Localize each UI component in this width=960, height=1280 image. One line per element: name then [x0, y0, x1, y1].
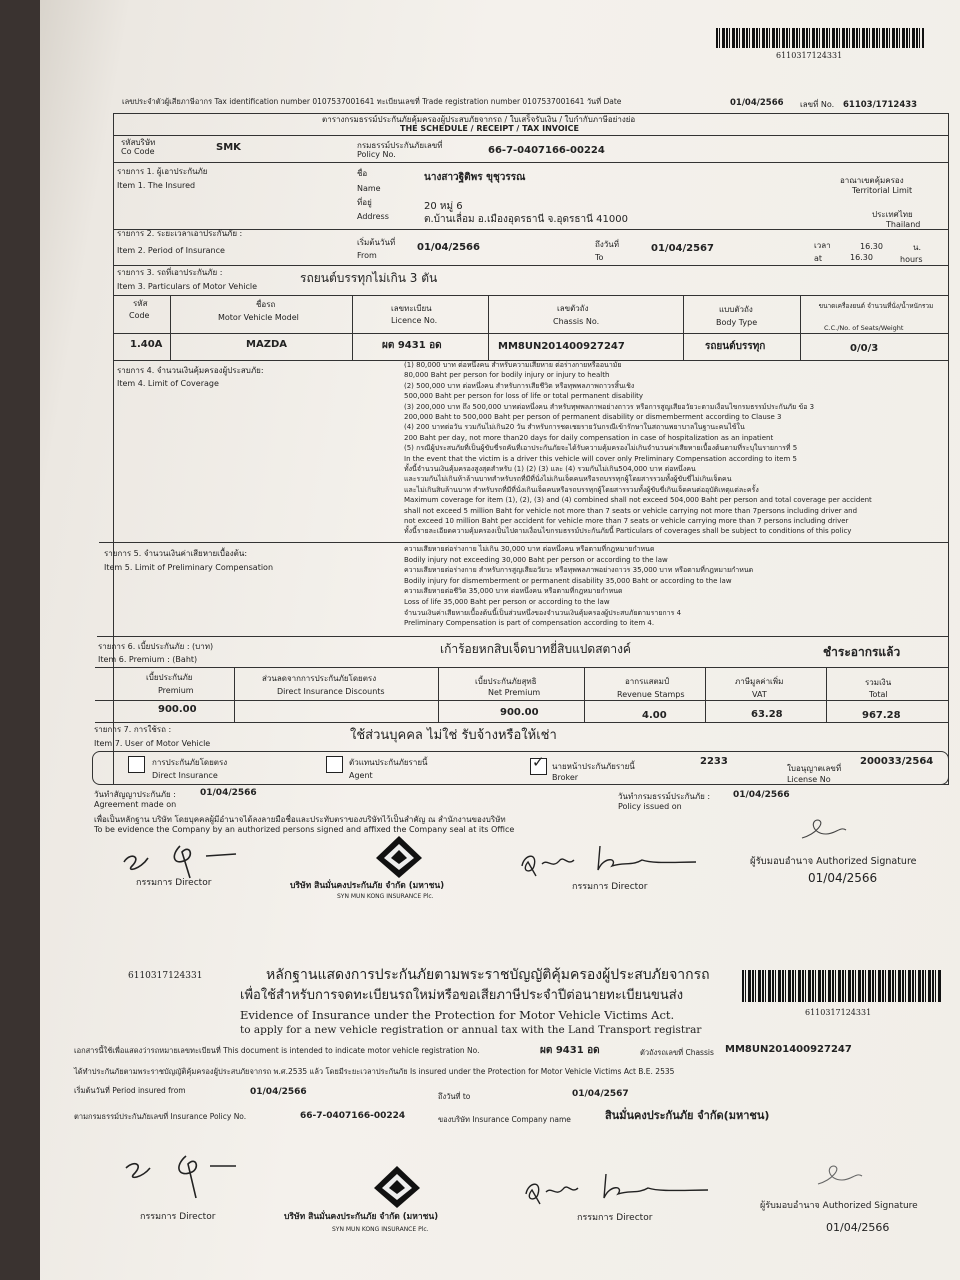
evidence-policy-label: ตามกรมธรรม์ประกันภัยเลขที่ Insurance Policy No.	[74, 1112, 247, 1121]
policy-no-label-en: Policy No.	[357, 150, 396, 159]
director-signature-2	[514, 836, 704, 886]
agreement-made-label-th: วันทำสัญญาประกันภัย :	[94, 790, 176, 799]
license-label-en: License No	[787, 775, 831, 784]
premium-header-vat-th: ภาษีมูลค่าเพิ่ม	[735, 677, 784, 686]
evidence-barcode-number: 6110317124331	[805, 1008, 872, 1017]
preliminary-line: ความเสียหายต่อร่างกาย สำหรับการสูญเสียอวัยวะ หรือทุพพลภาพอย่างถาวร 35,000 บาท หรือตามที่กฎหมายกำหนด	[404, 566, 754, 575]
agreement-made-value: 01/04/2566	[200, 788, 257, 798]
coverage-lines	[404, 362, 944, 542]
vehicle-header-licence-th: เลขทะเบียน	[391, 304, 432, 313]
coverage-line: 200 Baht per day, not more than20 days for daily compensation in case of hospitalization as an inpatient	[404, 433, 774, 442]
vehicle-header-code-en: Code	[129, 311, 150, 320]
authorized-signature-2	[812, 1156, 882, 1196]
vehicle-licence: ผต 9431 อด	[382, 340, 442, 351]
policy-no-value: 66-7-0407166-00224	[488, 145, 605, 156]
coverage-item-th: รายการ 4. จำนวนเงินคุ้มครองผู้ประสบภัย:	[117, 366, 264, 375]
vehicle-header-body-en: Body Type	[716, 318, 758, 327]
authorized-date-2: 01/04/2566	[826, 1221, 890, 1234]
premium-header-stamps-en: Revenue Stamps	[617, 690, 685, 699]
evidence-period-from: 01/04/2566	[250, 1087, 307, 1097]
coverage-line: (3) 200,000 บาท ถึง 500,000 บาทต่อหนึ่งคน สำหรับทุพพลภาพอย่างถาวร หรือการสูญเสียอวัยวะตามเงื่อนไขกรมธรรม์ประกันภัย ข้อ 3	[404, 402, 815, 411]
period-from-label-th: เริ่มต้นวันที่	[357, 238, 396, 247]
company-name-en-2: SYN MUN KONG INSURANCE Plc.	[332, 1226, 429, 1233]
evidence-policy: 66-7-0407166-00224	[300, 1111, 406, 1121]
preliminary-line: ความเสียหายต่อร่างกาย ไม่เกิน 30,000 บาท ต่อหนึ่งคน หรือตามที่กฎหมายกำหนด	[404, 545, 655, 553]
vehicle-header-model-en: Motor Vehicle Model	[218, 313, 299, 322]
total-value: 967.28	[862, 710, 901, 721]
vehicle-model: MAZDA	[246, 339, 287, 350]
coverage-line: not exceed 10 million Baht per accident for vehicle more than 7 seats or vehicle carrying more than 7 persons including driver	[404, 517, 849, 525]
agreement-made-label-en: Agreement made on	[94, 800, 177, 809]
director-signature-3	[114, 1148, 254, 1208]
company-name-th: บริษัท สินมั่นคงประกันภัย จำกัด (มหาชน)	[290, 881, 445, 891]
policy-issued-value: 01/04/2566	[733, 790, 790, 800]
preliminary-line: Loss of life 35,000 Baht per person or according to the law	[404, 598, 610, 606]
direct-insurance-checkbox[interactable]	[128, 756, 145, 773]
vehicle-header-licence-en: Licence No.	[391, 316, 438, 325]
coverage-line: Maximum coverage for item (1), (2), (3) and (4) combined shall not exceed 504,000 Baht per person and total coverage per accident	[404, 496, 872, 505]
header-no-value: 61103/1712433	[843, 100, 918, 110]
period-time-label-th: เวลา	[814, 241, 831, 250]
license-value: 200033/2564	[860, 756, 934, 767]
coverage-line: (2) 500,000 บาท ต่อหนึ่งคน สำหรับการเสียชีวิต หรือทุพพลภาพถาวรสิ้นเชิง	[404, 381, 635, 390]
coverage-line: (1) 80,000 บาท ต่อหนึ่งคน สำหรับความเสียหาย ต่อร่างกายหรืออนามัย	[404, 361, 622, 369]
net-premium-value: 900.00	[500, 707, 539, 718]
direct-insurance-label-th: การประกันภัยโดยตรง	[152, 758, 228, 767]
coverage-line: และไม่เกินสิบล้านบาท สำหรับรถที่มีที่นั่งเกินเจ็ดคนหรือรถบรรทุกผู้โดยสารรวมทั้งผู้ขับขี่เกินเจ็ดคนต่ออุบัติเหตุแต่ละครั้ง	[404, 485, 759, 494]
period-to-label-en: To	[595, 253, 604, 262]
coverage-line: ทั้งนี้รายละเอียดความคุ้มครองเป็นไปตามเงื่อนไขกรมธรรม์ประกันภัยนี้ Particulars of coverages shall be subject to conditions of this policy	[404, 527, 852, 536]
vehicle-type-value: รถยนต์บรรทุกไม่เกิน 3 ตัน	[300, 271, 438, 285]
company-logo	[374, 834, 424, 880]
premium-header-discount-en: Direct Insurance Discounts	[277, 687, 385, 696]
evidence-ref: 6110317124331	[128, 971, 203, 981]
evidence-company-label: ของบริษัท Insurance Company name	[438, 1115, 571, 1124]
vehicle-chassis: MM8UN201400927247	[498, 341, 625, 352]
director-signature-4	[518, 1168, 718, 1212]
preliminary-lines	[404, 546, 944, 636]
insured-addr-label-en: Address	[357, 212, 389, 221]
vehicle-code: 1.40A	[130, 339, 163, 350]
territory-label-th: อาณาเขตคุ้มครอง	[840, 176, 904, 185]
agent-label-th: ตัวแทนประกันภัยรายนี้	[349, 758, 428, 767]
coverage-line: (5) กรณีผู้ประสบภัยที่เป็นผู้ขับขี่รถคันที่เอาประกันภัยจะได้รับความคุ้มครองไม่เกินจำนวนค่าเสียหายเบื้องต้นตามที่ระบุในรายการที่ 5	[404, 444, 798, 453]
authorized-date-1: 01/04/2566	[808, 871, 878, 885]
stamp-paid-note: ชำระอากรแล้ว	[823, 645, 901, 659]
territory-value-th: ประเทศไทย	[872, 210, 913, 219]
period-to-value: 01/04/2567	[651, 243, 714, 254]
evidence-period-to-label: ถึงวันที่ to	[438, 1092, 471, 1101]
broker-label-th: นายหน้าประกันภัยรายนี้	[552, 762, 635, 771]
policy-issued-label-en: Policy issued on	[618, 802, 682, 811]
preliminary-item-th: รายการ 5. จำนวนเงินค่าเสียหายเบื้องต้น:	[104, 549, 248, 558]
broker-check-mark: ✓	[532, 753, 545, 771]
preliminary-line: Bodily injury not exceeding 30,000 Baht per person or according to the law	[404, 555, 668, 564]
policy-issued-label-th: วันทำกรมธรรม์ประกันภัย :	[618, 792, 711, 801]
authorized-signature-1	[796, 808, 866, 848]
evidence-line1-label: เอกสารนี้ใช้เพื่อแสดงว่ารถหมายเลขทะเบียนที่ This document is intended to indicate motor vehicle registration No.	[74, 1046, 480, 1055]
vehicle-header-chassis-th: เลขตัวถัง	[557, 304, 589, 313]
use-item-en: Item 7. User of Motor Vehicle	[94, 739, 211, 748]
coverage-line: 80,000 Baht per person for bodily injury or injury to health	[404, 371, 610, 380]
evidence-title-th-2: เพื่อใช้สำหรับการจดทะเบียนรถใหม่หรือขอเสียภาษีประจำปีต่อนายทะเบียนขนส่ง	[240, 988, 684, 1003]
evidence-title-th-1: หลักฐานแสดงการประกันภัยตามพระราชบัญญัติคุ้มครองผู้ประสบภัยจากรถ	[266, 967, 710, 983]
company-name-en: SYN MUN KONG INSURANCE Plc.	[337, 893, 434, 900]
coverage-line: In the event that the victim is a driver this vehicle will cover only Preliminary Compensation according to item 5	[404, 454, 797, 463]
insured-name-label-en: Name	[357, 184, 381, 193]
header-no-label: เลขที่ No.	[800, 100, 835, 109]
coverage-line: shall not exceed 5 million Baht for vehicle not more than 7 seats or vehicle carrying not more than 7persons including driver and	[404, 506, 858, 515]
coverage-line: 500,000 Baht per person for loss of life or total permanent disability	[404, 392, 644, 401]
co-code-label-th: รหัสบริษัท	[121, 138, 156, 147]
insured-addr-line1: 20 หมู่ 6	[424, 201, 463, 212]
evidence-chassis: MM8UN201400927247	[725, 1044, 852, 1055]
period-time2: 16.30	[850, 253, 873, 262]
top-barcode	[716, 28, 924, 48]
premium-header-total-th: รวมเงิน	[865, 678, 892, 687]
insured-name-value: นางสาวฐิติพร ขุชุวรรณ	[424, 172, 526, 183]
premium-header-stamps-th: อากรแสตมป์	[625, 677, 670, 686]
insured-item-th: รายการ 1. ผู้เอาประกันภัย	[117, 167, 208, 176]
vehicle-header-chassis-en: Chassis No.	[553, 317, 600, 326]
authorized-label-2: ผู้รับมอบอำนาจ Authorized Signature	[760, 1201, 918, 1211]
insured-item-en: Item 1. The Insured	[117, 181, 196, 190]
premium-in-words: เก้าร้อยหกสิบเจ็ดบาทยี่สิบแปดสตางค์	[440, 642, 631, 656]
coverage-line: ทั้งนี้จำนวนเงินคุ้มครองสูงสุดสำหรับ (1) (2) (3) และ (4) รวมกันไม่เกิน504,000 บาท ต่อหนึ่งคน	[404, 465, 696, 473]
evidence-title-en-2: to apply for a new vehicle registration or annual tax with the Land Transport registrar	[240, 1024, 702, 1036]
premium-header-premium-en: Premium	[158, 686, 194, 695]
broker-label-en: Broker	[552, 773, 579, 782]
agent-checkbox[interactable]	[326, 756, 343, 773]
revenue-stamps-value: 4.00	[642, 710, 667, 721]
vat-value: 63.28	[751, 709, 783, 720]
premium-header-discount-th: ส่วนลดจากการประกันภัยโดยตรง	[262, 674, 377, 683]
premium-item-th: รายการ 6. เบี้ยประกันภัย : (บาท)	[98, 642, 214, 651]
co-code-label-en: Co Code	[121, 147, 155, 156]
use-value: ใช้ส่วนบุคคล ไม่ใช่ รับจ้างหรือให้เช่า	[350, 728, 557, 743]
premium-header-net-th: เบี้ยประกันภัยสุทธิ	[475, 677, 537, 686]
vehicle-header-model-th: ชื่อรถ	[256, 300, 276, 309]
evidence-period-label: เริ่มต้นวันที่ Period insured from	[74, 1086, 186, 1095]
evidence-period-to: 01/04/2567	[572, 1089, 629, 1099]
use-item-th: รายการ 7. การใช้รถ :	[94, 725, 172, 734]
evidence-title-en-1: Evidence of Insurance under the Protection for Motor Vehicle Victims Act.	[240, 1008, 675, 1022]
insured-addr-label-th: ที่อยู่	[357, 198, 372, 207]
vehicle-item-en: Item 3. Particulars of Motor Vehicle	[117, 282, 258, 291]
period-item-en: Item 2. Period of Insurance	[117, 246, 225, 255]
period-unit-en: hours	[900, 255, 923, 264]
coverage-line: (4) 200 บาทต่อวัน รวมกันไม่เกิน20 วัน สำหรับการชดเชยรายวันกรณีเข้ารักษาในสถานพยาบาลในฐานะคนไข้ใน	[404, 423, 745, 432]
vehicle-header-body-th: แบบตัวถัง	[719, 305, 753, 314]
schedule-title-th: ตารางกรมธรรม์ประกันภัยคุ้มครองผู้ประสบภัยจากรถ / ใบเสร็จรับเงิน / ใบกำกับภาษีอย่างย่อ	[322, 115, 636, 124]
header-date: 01/04/2566	[730, 98, 784, 108]
director-label-2: กรรมการ Director	[572, 882, 648, 892]
premium-header-vat-en: VAT	[752, 690, 767, 699]
period-time-label-en: at	[814, 254, 823, 263]
schedule-title-en: THE SCHEDULE / RECEIPT / TAX INVOICE	[400, 124, 579, 133]
premium-item-en: Item 6. Premium : (Baht)	[98, 655, 198, 664]
vehicle-header-cc-en: C.C./No. of Seats/Weight	[824, 324, 904, 332]
preliminary-line: Preliminary Compensation is part of compensation according to item 4.	[404, 619, 655, 628]
premium-header-premium-th: เบี้ยประกันภัย	[146, 673, 193, 682]
director-signature-1	[110, 832, 250, 882]
company-name-th-2: บริษัท สินมั่นคงประกันภัย จำกัด (มหาชน)	[284, 1212, 439, 1222]
preliminary-line: Bodily injury for dismemberment or permanent disability 35,000 Baht or according to the law	[404, 576, 732, 585]
direct-insurance-label-en: Direct Insurance	[152, 771, 218, 780]
director-label-1: กรรมการ Director	[136, 878, 212, 888]
company-logo-2	[372, 1164, 422, 1210]
period-to-label-th: ถึงวันที่	[595, 240, 619, 249]
evidence-chassis-label: ตัวถังรถเลขที่ Chassis	[640, 1048, 714, 1057]
broker-number: 2233	[700, 756, 728, 767]
top-barcode-number: 6110317124331	[776, 51, 843, 60]
evidence-company: สินมั่นคงประกันภัย จำกัด(มหาชน)	[605, 1109, 770, 1122]
coverage-item-en: Item 4. Limit of Coverage	[117, 379, 219, 388]
witness-text-th: เพื่อเป็นหลักฐาน บริษัท โดยบุคคลผู้มีอำนาจได้ลงลายมือชื่อและประทับตราของบริษัทไว้เป็นสำคัญ ณ สำนักงานของบริษัท	[94, 815, 506, 824]
evidence-line2: ได้ทำประกันภัยตามพระราชบัญญัติคุ้มครองผู้ประสบภัยจากรถ พ.ศ.2535 แล้ว โดยมีระยะเวลาประกันภัย Is insured under the Protection for Motor Vehicle Victims Act B.E. 2535	[74, 1067, 675, 1076]
tax-line: เลขประจำตัวผู้เสียภาษีอากร Tax identification number 0107537001641 ทะเบียนเลขที่ Trade registration number 0107537001641 วันที่ Date	[122, 97, 622, 106]
director-label-4: กรรมการ Director	[577, 1213, 653, 1223]
period-item-th: รายการ 2. ระยะเวลาเอาประกันภัย :	[117, 229, 243, 238]
period-time1: 16.30	[860, 242, 883, 251]
agent-label-en: Agent	[349, 771, 373, 780]
authorized-label-1: ผู้รับมอบอำนาจ Authorized Signature	[750, 856, 917, 867]
vehicle-header-code-th: รหัส	[133, 299, 148, 308]
co-code-value: SMK	[216, 142, 241, 153]
vehicle-cc: 0/0/3	[850, 343, 879, 354]
preliminary-item-en: Item 5. Limit of Preliminary Compensation	[104, 563, 274, 572]
insured-addr-line2: ต.บ้านเลื่อม อ.เมืองอุดรธานี จ.อุดรธานี 41000	[424, 214, 628, 225]
coverage-line: และรวมกันไม่เกินห้าล้านบาทสำหรับรถที่มีที่นั่งไม่เกินเจ็ดคนหรือรถบรรทุกผู้โดยสารรวมทั้งผู้ขับขี่ไม่เกินเจ็ดคน	[404, 475, 732, 484]
witness-text-en: To be evidence the Company by an authorized persons signed and affixed the Company seal at its Office	[94, 825, 515, 834]
premium-header-total-en: Total	[869, 690, 888, 699]
coverage-line: 200,000 Baht to 500,000 Baht per person of permanent disability or dismemberment according to Clause 3	[404, 413, 782, 421]
territory-value-en: Thailand	[886, 220, 921, 229]
period-unit-th: น.	[913, 243, 922, 252]
evidence-barcode	[742, 970, 942, 1002]
period-from-label-en: From	[357, 251, 377, 260]
vehicle-body: รถยนต์บรรทุก	[705, 341, 766, 352]
period-from-value: 01/04/2566	[417, 242, 480, 253]
premium-value: 900.00	[158, 704, 197, 715]
preliminary-line: ความเสียหายต่อชีวิต 35,000 บาท ต่อหนึ่งคน หรือตามที่กฎหมายกำหนด	[404, 587, 623, 596]
license-label-th: ใบอนุญาตเลขที่	[787, 764, 842, 773]
evidence-reg-no: ผต 9431 อด	[540, 1045, 600, 1056]
preliminary-line: จำนวนเงินค่าเสียหายเบื้องต้นนี้เป็นส่วนหนึ่งของจำนวนเงินคุ้มครองผู้ประสบภัยตามรายการ 4	[404, 608, 682, 617]
director-label-3: กรรมการ Director	[140, 1212, 216, 1222]
policy-no-label-th: กรมธรรม์ประกันภัยเลขที่	[357, 141, 443, 150]
vehicle-item-th: รายการ 3. รถที่เอาประกันภัย :	[117, 268, 223, 277]
premium-header-net-en: Net Premium	[488, 688, 541, 697]
vehicle-header-cc-th: ขนาดเครื่องยนต์ จำนวนที่นั่ง/น้ำหนักรวม	[818, 302, 934, 310]
territory-label-en: Territorial Limit	[852, 186, 913, 195]
insured-name-label-th: ชื่อ	[357, 169, 368, 178]
